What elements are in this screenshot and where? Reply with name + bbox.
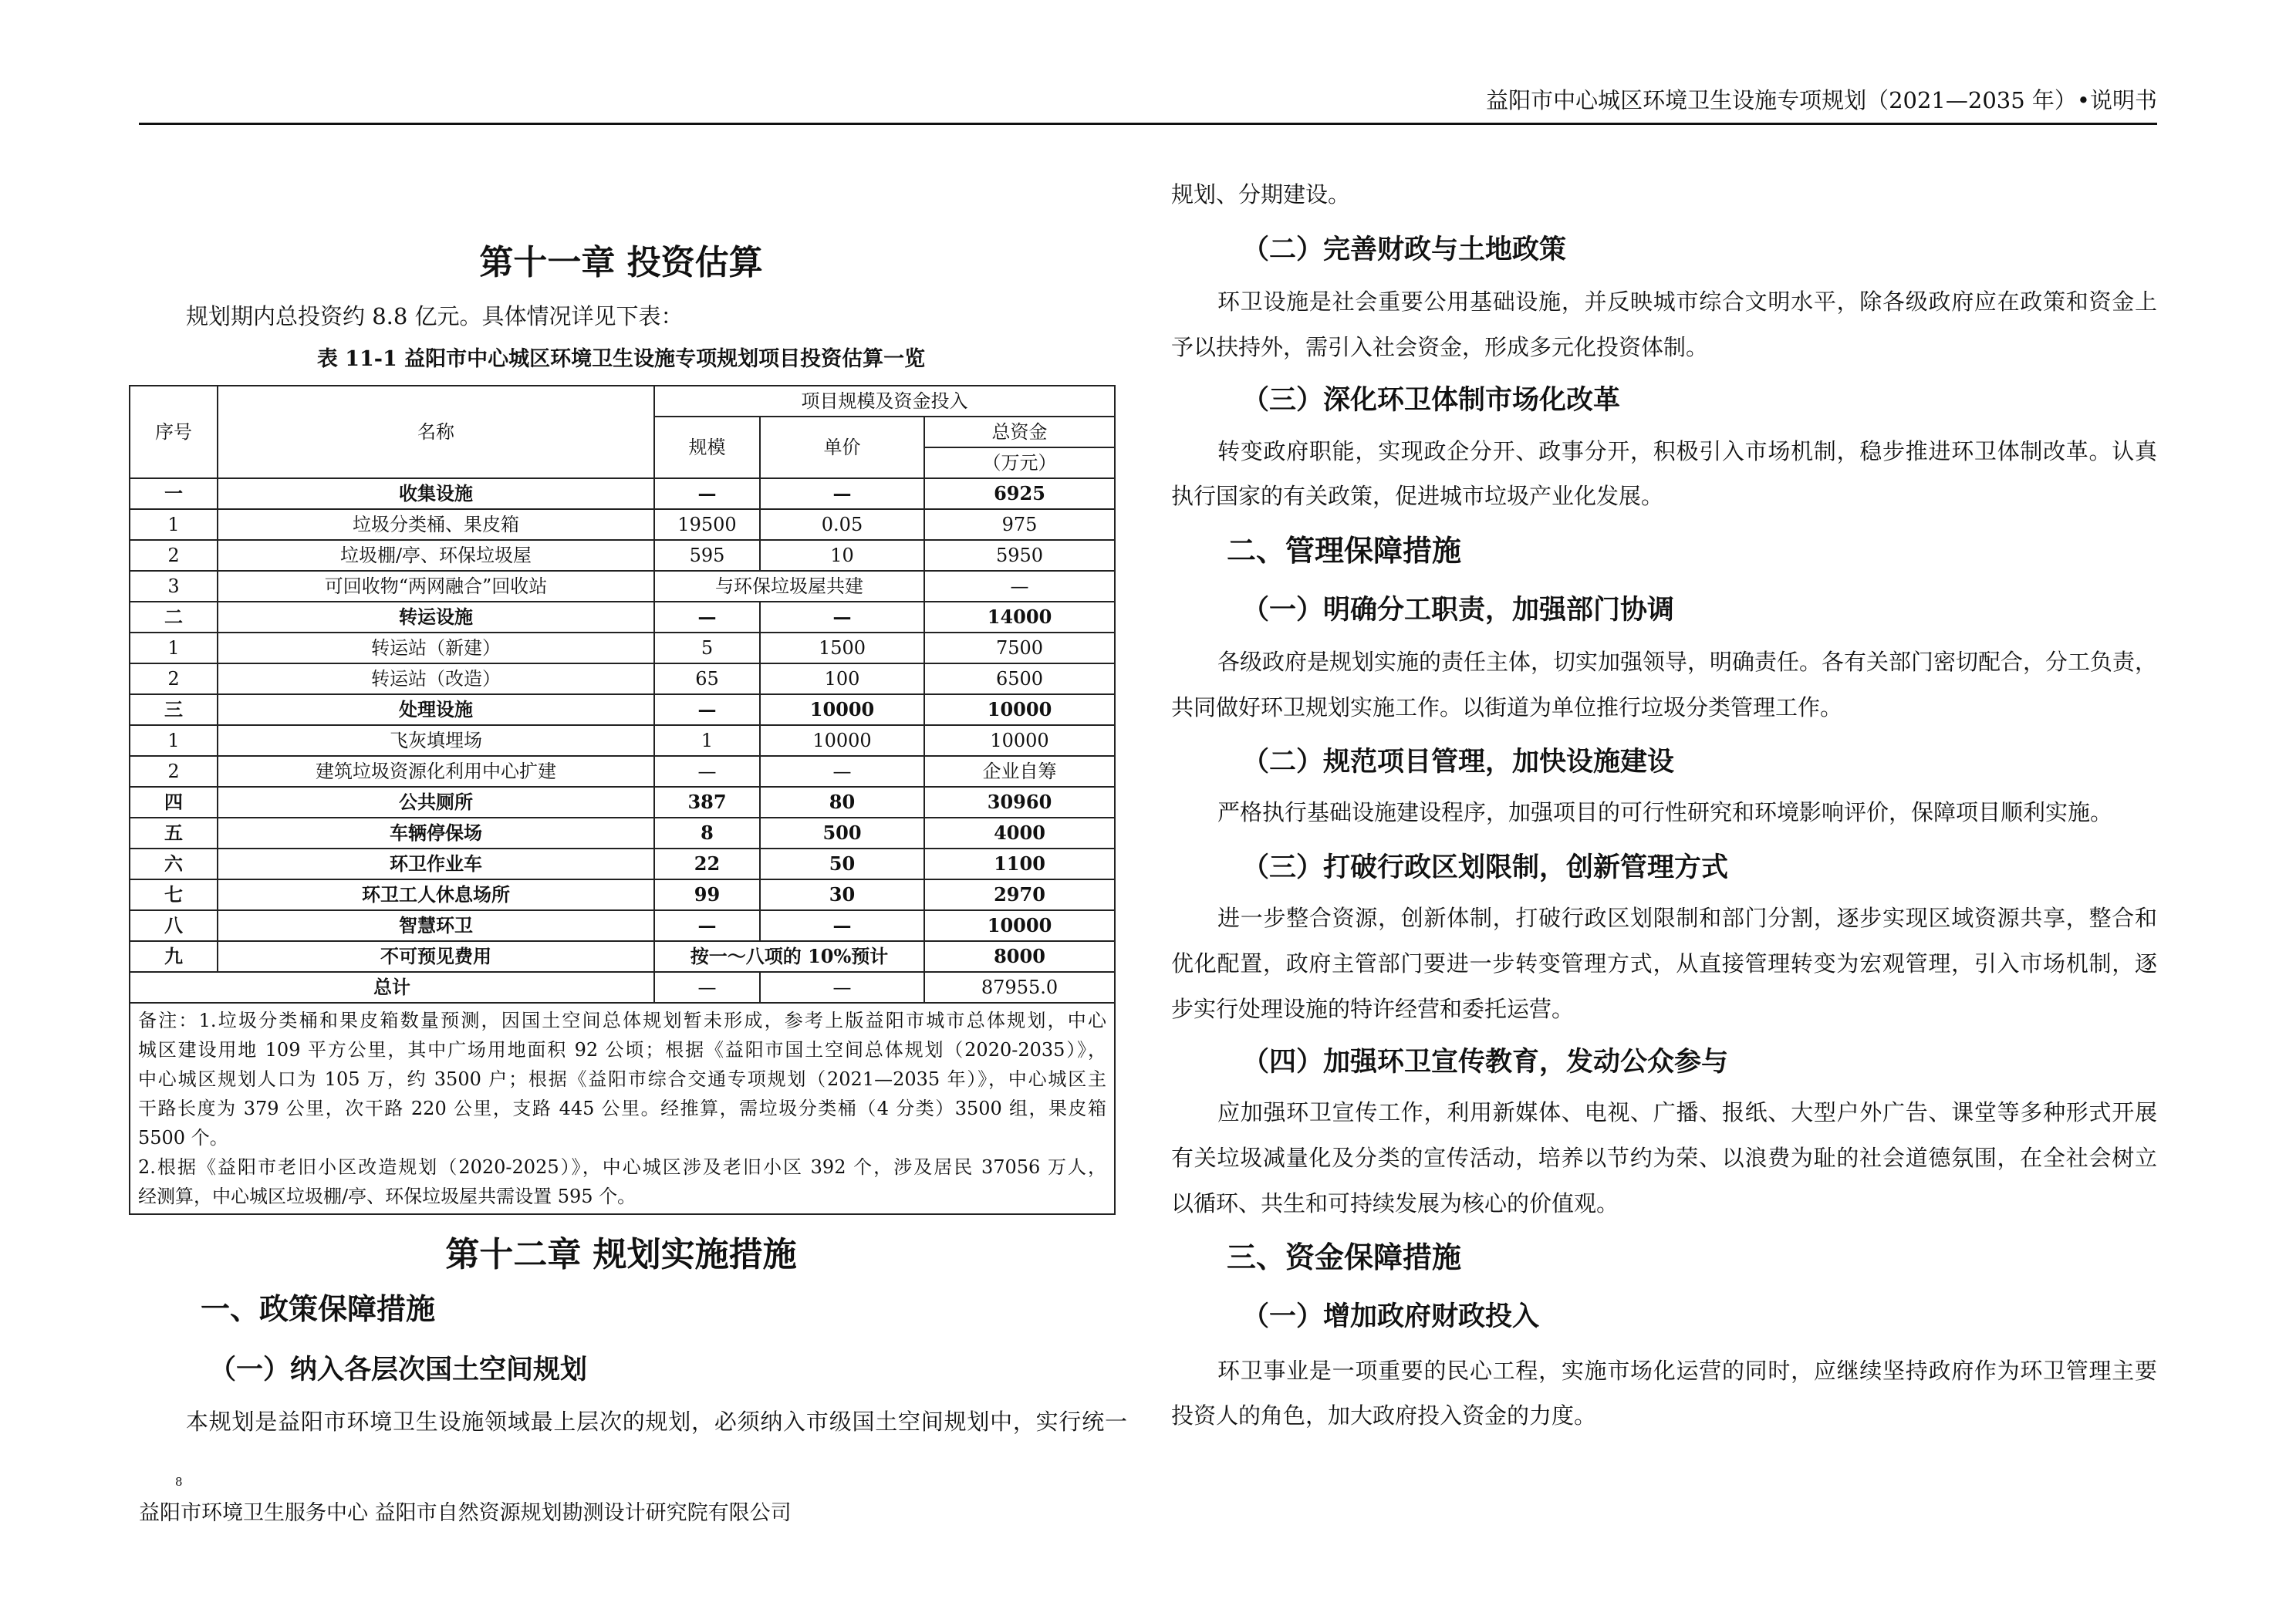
paragraph-line: 严格执行基础设施建设程序，加强项目的可行性研究和环境影响评价，保障项目顺利实施。 [1217, 799, 2113, 825]
cell-no: 六 [130, 849, 218, 879]
cell-total: 企业自筹 [924, 756, 1115, 787]
cell-unit-price: — [760, 756, 924, 787]
cell-total: 6925 [924, 478, 1115, 509]
cell-unit-price: 80 [760, 787, 924, 818]
cell-merged: 与环保垃圾屋共建 [654, 571, 924, 602]
paragraph-line: 应加强环卫宣传工作，利用新媒体、电视、广播、报纸、大型户外广告、课堂等多种形式开展 [1217, 1099, 2157, 1125]
cell-name: 建筑垃圾资源化利用中心扩建 [218, 756, 654, 787]
note-line: 2.根据《益阳市老旧小区改造规划（2020-2025）》，中心城区涉及老旧小区 392 个，涉及居民 37056 万人， [138, 1156, 1107, 1178]
cell-name: 转运站（改造） [218, 663, 654, 694]
total-unit-price: — [760, 972, 924, 1003]
header-rule [139, 123, 2157, 125]
paragraph-line: 转变政府职能，实现政企分开、政事分开，积极引入市场机制，稳步推进环卫体制改革。认真 [1217, 438, 2157, 464]
cell-scale: — [654, 910, 760, 941]
cell-no: 2 [130, 663, 218, 694]
cell-scale: — [654, 694, 760, 725]
cell-total: 8000 [924, 941, 1115, 972]
subsection-2-3: （三）打破行政区划限制，创新管理方式 [1242, 852, 1729, 883]
cell-total: 5950 [924, 540, 1115, 571]
chapter-11-title: 第十一章 投资估算 [479, 243, 763, 282]
table-row [130, 694, 1115, 725]
paragraph-line: 优化配置，政府主管部门要进一步转变管理方式，从直接管理转变为宏观管理，引入市场机制，逐 [1171, 950, 2157, 977]
cell-no: 1 [130, 725, 218, 756]
cell-total: 1100 [924, 849, 1115, 879]
cell-name: 智慧环卫 [218, 910, 654, 941]
table-row [130, 633, 1115, 663]
header-unit-price: 单价 [760, 417, 924, 478]
cell-name: 转运设施 [218, 602, 654, 633]
cell-unit-price: — [760, 910, 924, 941]
cell-no: 三 [130, 694, 218, 725]
cell-no: 1 [130, 509, 218, 540]
cell-no: 九 [130, 941, 218, 972]
section-policy: 一、政策保障措施 [201, 1291, 436, 1326]
cell-unit-price: 10000 [760, 725, 924, 756]
cell-no: 八 [130, 910, 218, 941]
cell-total: 10000 [924, 694, 1115, 725]
total-value: 87955.0 [924, 972, 1115, 1003]
cell-scale: 19500 [654, 509, 760, 540]
section-funding: 三、资金保障措施 [1227, 1240, 1462, 1274]
cell-total: 10000 [924, 725, 1115, 756]
note-line: 经测算，中心城区垃圾棚/亭、环保垃圾屋共需设置 595 个。 [138, 1186, 636, 1207]
table-row [130, 663, 1115, 694]
table-row [130, 787, 1115, 818]
cell-name: 飞灰填埋场 [218, 725, 654, 756]
chapter-12-title: 第十二章 规划实施措施 [445, 1235, 797, 1274]
table-notes [130, 1003, 1115, 1214]
cell-no: 一 [130, 478, 218, 509]
cell-no: 四 [130, 787, 218, 818]
note-line: 城区建设用地 109 平方公里，其中广场用地面积 92 公顷；根据《益阳市国土空间总体规划（2020-2035）》， [138, 1039, 1107, 1061]
cell-unit-price: 50 [760, 849, 924, 879]
chapter-11-intro: 规划期内总投资约 8.8 亿元。具体情况详见下表： [186, 303, 684, 329]
subsection-3-1: （一）增加政府财政投入 [1242, 1301, 1540, 1332]
paragraph-line: 规划、分期建设。 [1171, 181, 1351, 208]
header-no: 序号 [130, 386, 218, 478]
table-row [130, 818, 1115, 849]
header-scale: 规模 [654, 417, 760, 478]
total-row [130, 972, 1115, 1003]
cell-total: 14000 [924, 602, 1115, 633]
subsection-1-2: （二）完善财政与土地政策 [1242, 234, 1567, 265]
cell-scale: 595 [654, 540, 760, 571]
paragraph-line: 环卫设施是社会重要公用基础设施，并反映城市综合文明水平，除各级政府应在政策和资金上 [1217, 288, 2157, 315]
section-management: 二、管理保障措施 [1227, 533, 1462, 568]
note-line: 5500 个。 [138, 1127, 228, 1149]
table-row [130, 602, 1115, 633]
cell-total: 2970 [924, 879, 1115, 910]
cell-name: 处理设施 [218, 694, 654, 725]
cell-scale: — [654, 602, 760, 633]
subsection-1-3: （三）深化环卫体制市场化改革 [1242, 384, 1621, 416]
subsection-2-2: （二）规范项目管理，加快设施建设 [1242, 746, 1675, 778]
paragraph-line: 各级政府是规划实施的责任主体，切实加强领导，明确责任。各有关部门密切配合，分工负责， [1217, 649, 2158, 675]
cell-unit-price: 10 [760, 540, 924, 571]
table-caption: 表 11-1 益阳市中心城区环境卫生设施专项规划项目投资估算一览 [316, 347, 926, 371]
cell-unit-price: 0.05 [760, 509, 924, 540]
cell-no: 2 [130, 756, 218, 787]
cell-name: 垃圾分类桶、果皮箱 [218, 509, 654, 540]
cell-unit-price: 100 [760, 663, 924, 694]
paragraph-line: 投资人的角色，加大政府投入资金的力度。 [1171, 1402, 1597, 1429]
table-row [130, 478, 1115, 509]
paragraph-line: 环卫事业是一项重要的民心工程，实施市场化运营的同时，应继续坚持政府作为环卫管理主要 [1217, 1358, 2157, 1384]
header-name: 名称 [218, 386, 654, 478]
subsection-2-1: （一）明确分工职责，加强部门协调 [1242, 594, 1675, 626]
cell-scale: 1 [654, 725, 760, 756]
cell-name: 环卫工人休息场所 [218, 879, 654, 910]
table-row [130, 725, 1115, 756]
header-group: 项目规模及资金投入 [654, 386, 1115, 417]
cell-no: 2 [130, 540, 218, 571]
paragraph-line: 步实行处理设施的特许经营和委托运营。 [1171, 996, 1575, 1022]
footer-organizations: 益阳市环境卫生服务中心 益阳市自然资源规划勘测设计研究院有限公司 [139, 1501, 792, 1525]
cell-name: 环卫作业车 [218, 849, 654, 879]
table-row [130, 571, 1115, 602]
paragraph-line: 执行国家的有关政策，促进城市垃圾产业化发展。 [1171, 483, 1664, 509]
cell-unit-price: — [760, 478, 924, 509]
cell-no: 二 [130, 602, 218, 633]
cell-scale: 387 [654, 787, 760, 818]
cell-total: 6500 [924, 663, 1115, 694]
cell-unit-price: 500 [760, 818, 924, 849]
table-row [130, 756, 1115, 787]
cell-total: 30960 [924, 787, 1115, 818]
total-label: 总计 [130, 972, 654, 1003]
cell-total: 7500 [924, 633, 1115, 663]
note-line: 备注：1.垃圾分类桶和果皮箱数量预测，因国土空间总体规划暂未形成，参考上版益阳市城市总体规划，中心 [138, 1010, 1107, 1031]
cell-total: 10000 [924, 910, 1115, 941]
cell-total: 4000 [924, 818, 1115, 849]
cell-scale: — [654, 756, 760, 787]
paragraph-line: 本规划是益阳市环境卫生设施领域最上层次的规划，必须纳入市级国土空间规划中，实行统一 [186, 1409, 1127, 1435]
table-row [130, 849, 1115, 879]
table-row [130, 910, 1115, 941]
note-line: 干路长度为 379 公里，次干路 220 公里，支路 445 公里。经推算，需垃圾分类桶（4 分类）3500 组，果皮箱 [138, 1098, 1107, 1119]
cell-name: 车辆停保场 [218, 818, 654, 849]
table-row [130, 941, 1115, 972]
cell-name: 不可预见费用 [218, 941, 654, 972]
total-scale: — [654, 972, 760, 1003]
subsection-2-4: （四）加强环卫宣传教育，发动公众参与 [1242, 1046, 1729, 1078]
page-number: 8 [175, 1475, 183, 1489]
cell-scale: 65 [654, 663, 760, 694]
cell-scale: 99 [654, 879, 760, 910]
note-line: 中心城区规划人口为 105 万，约 3500 户；根据《益阳市综合交通专项规划（2021—2035 年）》，中心城区主 [138, 1068, 1107, 1090]
cell-name: 可回收物“两网融合”回收站 [218, 571, 654, 602]
investment-table [129, 385, 1116, 1215]
table-row [130, 879, 1115, 910]
cell-unit-price: 30 [760, 879, 924, 910]
table-row [130, 540, 1115, 571]
paragraph-line: 共同做好环卫规划实施工作。以街道为单位推行垃圾分类管理工作。 [1171, 694, 1843, 720]
subsection-1-1: （一）纳入各层次国土空间规划 [209, 1354, 588, 1385]
cell-name: 转运站（新建） [218, 633, 654, 663]
cell-name: 收集设施 [218, 478, 654, 509]
cell-no: 3 [130, 571, 218, 602]
cell-scale: 8 [654, 818, 760, 849]
cell-scale: 22 [654, 849, 760, 879]
header-total-unit: （万元） [924, 447, 1115, 478]
table-body [130, 478, 1115, 972]
paragraph-line: 以循环、共生和可持续发展为核心的价值观。 [1171, 1190, 1619, 1216]
cell-unit-price: 10000 [760, 694, 924, 725]
running-header: 益阳市中心城区环境卫生设施专项规划（2021—2035 年）•说明书 [1486, 87, 2157, 113]
header-total: 总资金 [924, 417, 1115, 447]
cell-no: 七 [130, 879, 218, 910]
cell-total: — [924, 571, 1115, 602]
cell-scale: — [654, 478, 760, 509]
cell-total: 975 [924, 509, 1115, 540]
cell-scale: 5 [654, 633, 760, 663]
cell-no: 五 [130, 818, 218, 849]
paragraph-line: 予以扶持外，需引入社会资金，形成多元化投资体制。 [1171, 334, 1709, 360]
cell-unit-price: — [760, 602, 924, 633]
cell-merged: 按一～八项的 10%预计 [654, 941, 924, 972]
paragraph-line: 有关垃圾减量化及分类的宣传活动，培养以节约为荣、以浪费为耻的社会道德氛围，在全社会树立 [1171, 1145, 2157, 1171]
table-row [130, 509, 1115, 540]
paragraph-line: 进一步整合资源，创新体制，打破行政区划限制和部门分割，逐步实现区域资源共享，整合和 [1217, 905, 2157, 931]
cell-unit-price: 1500 [760, 633, 924, 663]
cell-no: 1 [130, 633, 218, 663]
cell-name: 公共厕所 [218, 787, 654, 818]
cell-name: 垃圾棚/亭、环保垃圾屋 [218, 540, 654, 571]
